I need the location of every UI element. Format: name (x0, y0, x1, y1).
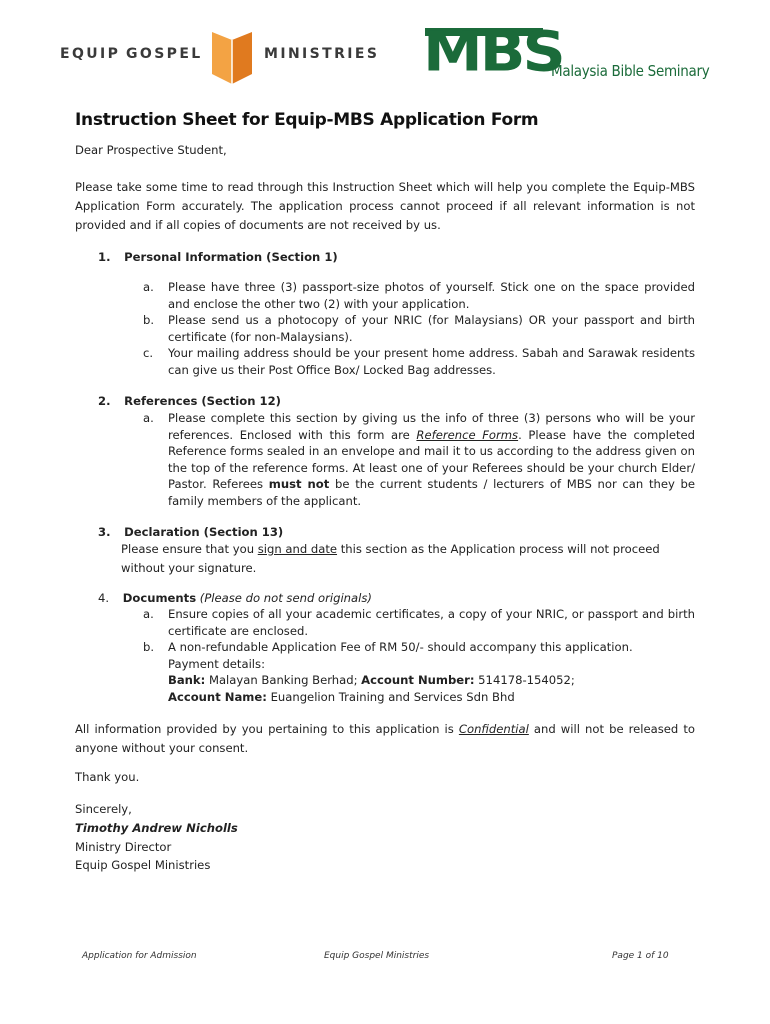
section-1-item-b (143, 312, 695, 345)
section-4-title: Documents (122, 591, 197, 605)
confidential-emphasis: Confidential (458, 722, 529, 736)
mbs-logo (423, 19, 723, 86)
page-number: Page 1 of 10 (612, 951, 669, 961)
thank-you: Thank you. (75, 770, 140, 784)
footer-center: Equip Gospel Ministries (324, 951, 430, 961)
section-4-note: (Please do not send originals) (196, 591, 372, 605)
account-name-value: Euangelion Training and Services Sdn Bhd (266, 689, 515, 704)
sign-off: Sincerely, (75, 802, 132, 816)
section-3-title: Declaration (Section 13) (124, 525, 284, 539)
section-4-heading (98, 590, 372, 607)
emphasis-must-not: must not (268, 477, 330, 491)
greeting: Dear Prospective Student, (75, 143, 227, 157)
logo-word-ministries: MINISTRIES (264, 46, 380, 62)
section-1-item-a (143, 279, 695, 312)
section-2-title: References (Section 12) (124, 394, 281, 408)
item-label: a. (143, 280, 154, 294)
item-label: a. (143, 411, 154, 425)
signatory-name: Timothy Andrew Nicholls (75, 821, 238, 835)
section-3-heading (98, 524, 283, 541)
item-text (168, 639, 695, 705)
section-4-item-a (143, 606, 695, 639)
sign-and-date-underline: sign and date (257, 542, 338, 556)
text-run: be the current students / lecturers of MBS nor can they be family members of the applicant. (168, 477, 696, 508)
open-book-icon (208, 30, 256, 86)
payment-details-label: Payment details: (168, 656, 265, 671)
section-1-item-c (143, 345, 695, 378)
section-1-heading (98, 249, 338, 266)
account-name-label: Account Name: (168, 689, 267, 704)
item-label: b. (143, 640, 155, 654)
item-text: Ensure copies of all your academic certificates, a copy of your NRIC, or passport and birth certificate are enclosed. (168, 607, 695, 638)
fee-text: A non-refundable Application Fee of RM 50/- should accompany this application. (168, 640, 633, 654)
account-number-label: Account Number: (361, 673, 475, 687)
section-2-number: 2. (98, 394, 111, 408)
mbs-logo-subtitle: Malaysia Bible Seminary (551, 62, 710, 80)
section-2-item-a (143, 410, 695, 509)
item-text (168, 410, 695, 509)
logo-word-equip: EQUIP (60, 46, 121, 62)
reference-forms-link: Reference Forms (416, 427, 519, 442)
text-run: and will not be released to anyone without your consent. (75, 722, 695, 755)
section-4-item-b (143, 639, 695, 705)
bank-line (168, 672, 695, 689)
text-run: All information provided by you pertaining to this application is (75, 722, 459, 736)
equip-gospel-logo (60, 30, 390, 86)
mbs-logo-letters: MBS (423, 19, 563, 85)
logo-word-gospel: GOSPEL (126, 46, 203, 62)
item-label: b. (143, 313, 155, 327)
account-name-line (168, 689, 695, 706)
text-run: Please complete this section by giving us the info of three (3) persons who will be your references. Enclosed with this form are (168, 411, 695, 442)
item-label: c. (143, 346, 154, 360)
intro-paragraph: Please take some time to read through this Instruction Sheet which will help you complete the Equip-MBS Application Form accurately. The application process cannot proceed if all relevant information is not provided and if all copies of documents are not received by us. (75, 180, 695, 232)
bank-label: Bank: (168, 673, 206, 687)
text-run: . Please have the completed Reference forms sealed in an envelope and mail it to us according to the address given on the top of the reference forms. At least one of your Referees should be your church Elder/ Pastor. Referees (168, 427, 695, 491)
signatory-role: Ministry Director (75, 840, 172, 854)
section-4-number: 4. (98, 591, 110, 605)
footer-left: Application for Admission (82, 951, 197, 961)
signatory-org: Equip Gospel Ministries (75, 858, 211, 872)
section-1-number: 1. (98, 250, 111, 264)
text-run: this section as the Application process will not proceed without your signature. (121, 542, 660, 575)
section-1-title: Personal Information (Section 1) (124, 250, 338, 264)
text-run: Please ensure that you (121, 542, 258, 556)
section-3-text (121, 540, 697, 578)
page-title: Instruction Sheet for Equip-MBS Application Form (75, 110, 539, 130)
bank-value: Malayan Banking Berhad; (205, 673, 362, 687)
confidential-paragraph (75, 720, 695, 758)
account-number-value: 514178-154052; (474, 673, 575, 687)
item-text: Your mailing address should be your present home address. Sabah and Sarawak residents can give us their Post Office Box/ Locked Bag addresses. (168, 346, 695, 377)
item-text: Please have three (3) passport-size photos of yourself. Stick one on the space provided and enclose the other two (2) with your application. (168, 280, 695, 311)
section-2-heading (98, 393, 281, 410)
item-label: a. (143, 607, 154, 621)
section-3-number: 3. (98, 525, 111, 539)
item-text: Please send us a photocopy of your NRIC (for Malaysians) OR your passport and birth certificate (for non-Malaysians). (168, 313, 695, 344)
